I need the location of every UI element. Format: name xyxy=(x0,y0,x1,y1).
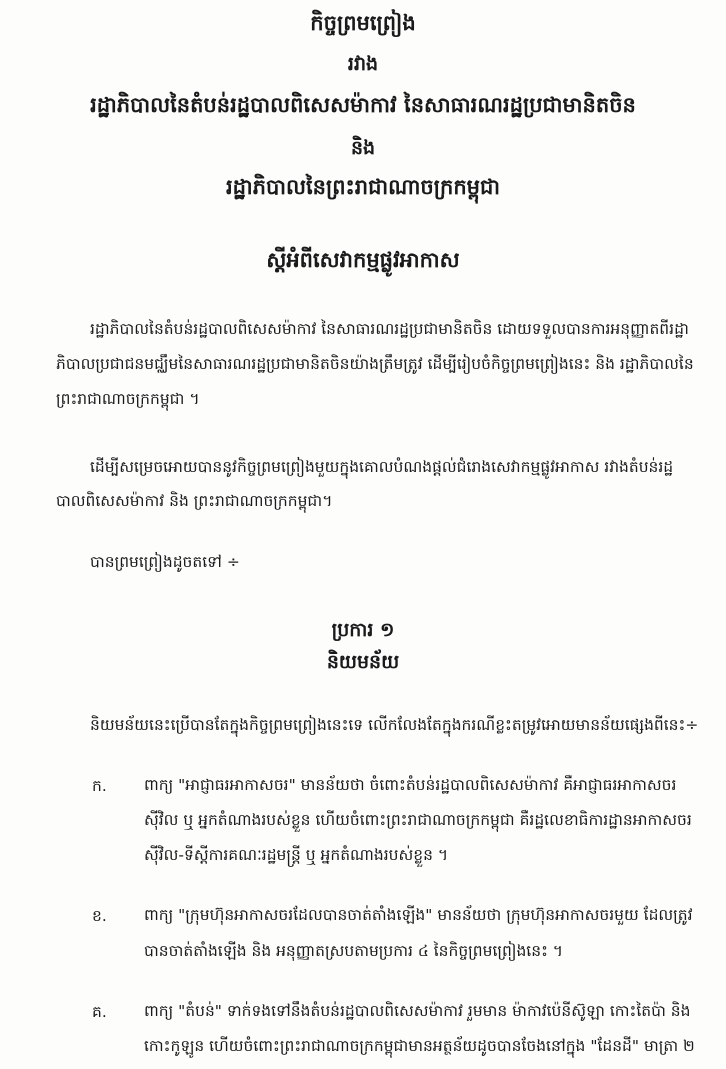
definition-a-line2: ស៊ីវិល ឬ អ្នកតំណាងរបស់ខ្លួន ហើយចំពោះព្រះរាជាណាចក្រកម្ពុជា គឺរដ្ឋលេខាធិការដ្ឋានអាកាសចរ xyxy=(144,811,692,829)
preamble-p3: បានព្រមព្រៀងដូចតទៅ ÷ xyxy=(90,553,240,571)
title-and: និង xyxy=(350,137,376,159)
definition-b-line1: ពាក្យ "ក្រុមហ៊ុនអាកាសចរដែលបានចាត់តាំងឡើង" មានន័យថា ក្រុមហ៊ុនអាកាសចរមួយ ដែលត្រូវ xyxy=(144,906,693,924)
definition-c-line1: ពាក្យ "តំបន់" ទាក់ទងទៅនឹងតំបន់រដ្ឋបាលពិសេសម៉ាកាវ រួមមាន ម៉ាកាវប៉េនីស៊ូឡា កោះតៃប៉ា និង xyxy=(144,1002,691,1020)
agreement-subject: ស្តីអំពីសេវាកម្មផ្លូវអាកាស xyxy=(266,248,460,272)
preamble-p1-line1: រដ្ឋាភិបាលនៃតំបន់រដ្ឋបាលពិសេសម៉ាកាវ នៃសាធារណរដ្ឋប្រជាមានិតចិន ដោយទទួលបានការអនុញ្ញាតពីរដ្ឋា xyxy=(90,320,689,338)
definition-letter: គ. xyxy=(92,1003,107,1021)
agreement-title: កិច្ចព្រមព្រៀង xyxy=(310,11,416,35)
article-heading: ប្រការ ១ xyxy=(331,619,395,641)
article-title: និយមន័យ xyxy=(326,651,400,673)
party-one-title: រដ្ឋាភិបាលនៃតំបន់រដ្ឋបាលពិសេសម៉ាកាវ នៃសាធារណរដ្ឋប្រជាមានិតចិន xyxy=(90,93,636,117)
definition-letter: ក. xyxy=(92,777,107,795)
definition-letter: ខ. xyxy=(92,907,107,925)
definition-c-line2: កោះកូឡូន ហើយចំពោះព្រះរាជាណាចក្រកម្ពុជាមានអត្ថន័យដូចបានចែងនៅក្នុង "ដែនដី" មាត្រា ២ xyxy=(144,1037,695,1055)
definition-a-line3: ស៊ីវិល-ទីស្តីការគណៈរដ្ឋមន្ត្រី ឬ អ្នកតំណាងរបស់ខ្លួន ។ xyxy=(144,846,449,864)
preamble-p2-line1: ដើម្បីសម្រេចអោយបាននូវកិច្ចព្រមព្រៀងមួយក្នុងគោលបំណងផ្តល់ជំរោងសេវាកម្មផ្លូវអាកាស រវាងតំបន់រដ្ឋ xyxy=(90,458,674,476)
preamble-p2-line2: បាលពិសេសម៉ាកាវ និង ព្រះរាជាណាចក្រកម្ពុជា។ xyxy=(56,492,333,510)
preamble-p1-line2: ភិបាលប្រជាជនមជ្ឈឹមនៃសាធារណរដ្ឋប្រជាមានិតចិនយ៉ាងត្រឹមត្រូវ ដើម្បីរៀបចំកិច្ចព្រមព្រៀងនេះ និង រដ្ឋាភិបាលនៃ xyxy=(56,355,694,373)
definition-b-line2: បានចាត់តាំងឡើង និង អនុញ្ញាតស្របតាមប្រការ ៤ នៃកិច្ចព្រមព្រៀងនេះ ។ xyxy=(144,942,564,960)
party-two-title: រដ្ឋាភិបាលនៃព្រះរាជាណាចក្រកម្ពុជា xyxy=(226,175,500,199)
article-intro: និយមន័យនេះប្រើបានតែក្នុងកិច្ចព្រមព្រៀងនេះទេ លើកលែងតែក្នុងករណីខ្លះតម្រូវអោយមានន័យផ្សេងពីនេះ÷ xyxy=(90,716,699,734)
title-between: រវាង xyxy=(347,53,379,75)
preamble-p1-line3: ព្រះរាជាណាចក្រកម្ពុជា ។ xyxy=(56,390,200,408)
definition-a-line1: ពាក្យ "អាជ្ញាធរអាកាសចរ" មានន័យថា ចំពោះតំបន់រដ្ឋបាលពិសេសម៉ាកាវ គឺអាជ្ញាធរអាកាសចរ xyxy=(144,776,677,794)
